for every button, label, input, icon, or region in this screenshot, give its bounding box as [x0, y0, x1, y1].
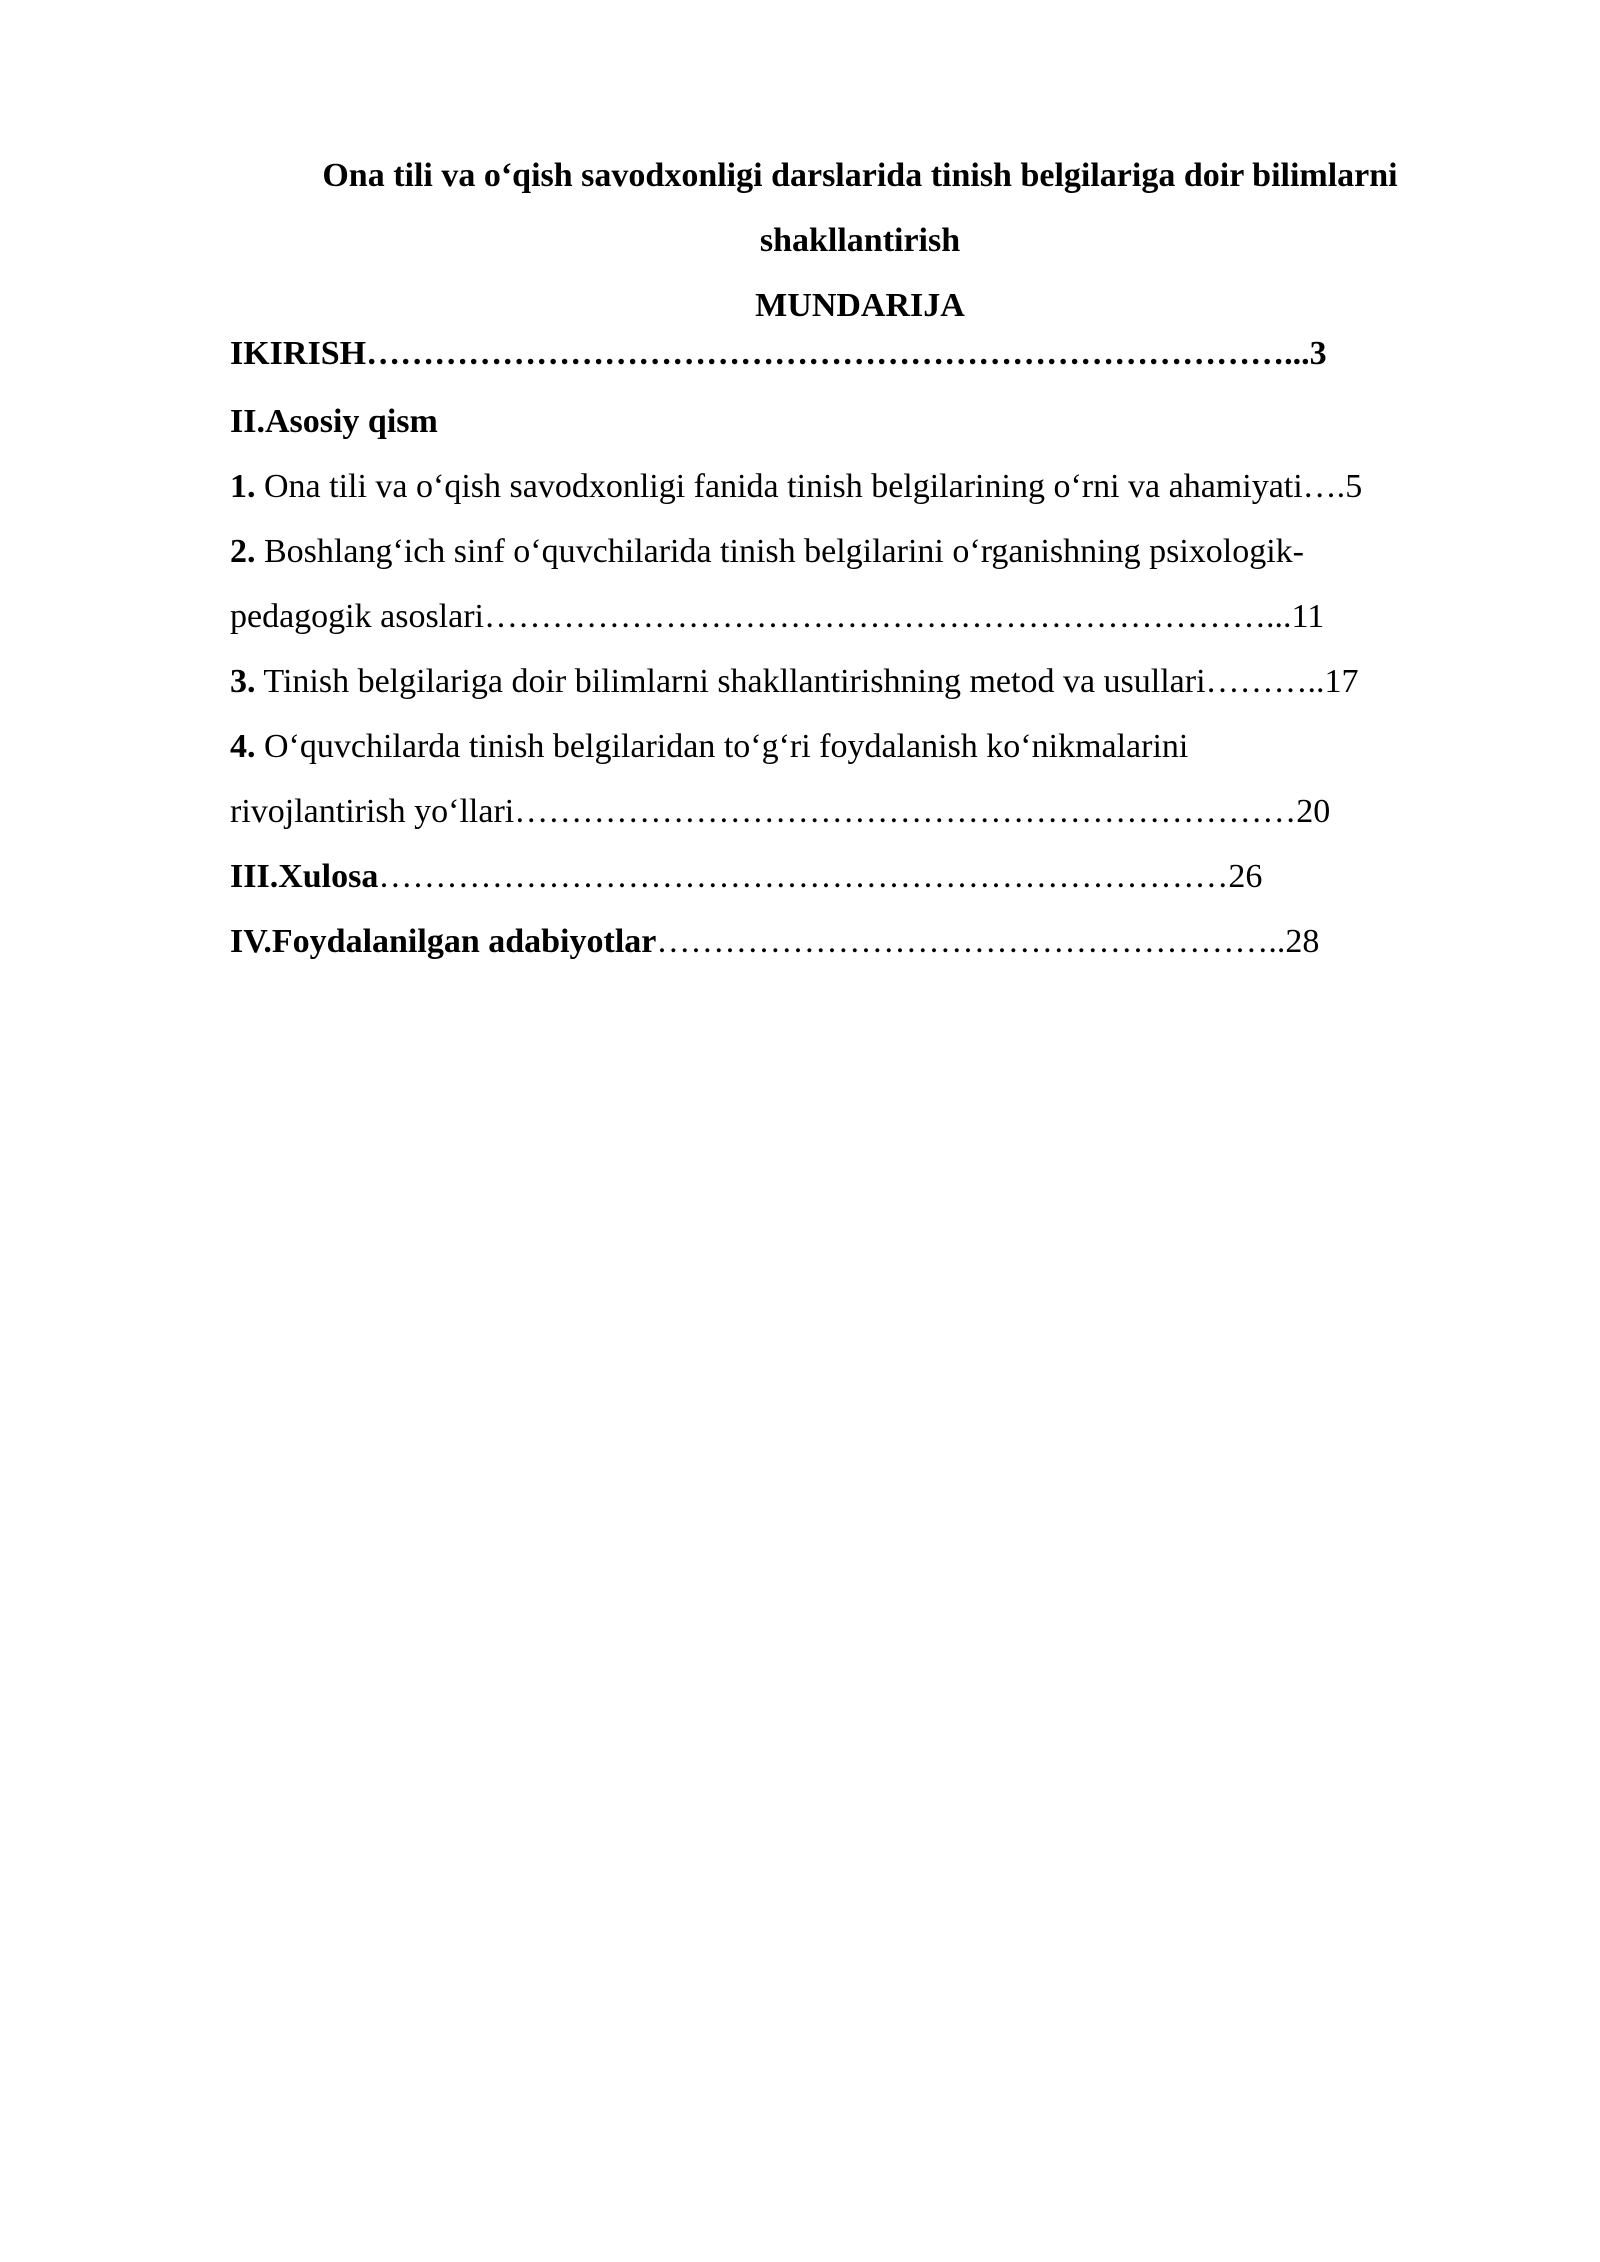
toc-entry-item4-line2 — [230, 786, 1492, 838]
toc-heading: MUNDARIJA — [755, 287, 965, 324]
toc-item2-text-line1: Boshlang‘ich sinf o‘quvchilarida tinish belgilarini o‘rganishning psixologik- — [255, 533, 1305, 570]
toc-item1-number: 1. — [230, 468, 256, 505]
toc-entry-item2-line1 — [230, 526, 1492, 578]
toc-references-leader: ……………………………………………….. — [656, 923, 1286, 960]
document-title-line2: shakllantirish — [759, 222, 961, 259]
toc-item2-page: 11 — [1291, 598, 1325, 635]
toc-entry-item2-line2 — [230, 591, 1492, 643]
toc-main-part-label: II.Asosiy qism — [230, 403, 438, 440]
toc-item4-page: 20 — [1296, 793, 1331, 830]
toc-item4-number: 4. — [230, 728, 256, 765]
toc-intro-page: 3 — [1309, 335, 1327, 372]
toc-intro-label: IKIRISH — [230, 335, 367, 372]
toc-item4-text-line1: O‘quvchilarda tinish belgilaridan to‘g‘ri foydalanish ko‘nikmalarini — [255, 728, 1189, 765]
toc-entry-intro — [230, 328, 1492, 380]
toc-references-page: 28 — [1285, 923, 1320, 960]
toc-references-label: IV.Foydalanilgan adabiyotlar — [230, 923, 657, 960]
document-title-line1: Ona tili va o‘qish savodxonligi darslarida tinish belgilariga doir bilimlarni — [322, 157, 1398, 194]
toc-conclusion-leader: ………………………………………………………………… — [378, 858, 1229, 895]
toc-item3-number: 3. — [230, 663, 256, 700]
toc-entry-item1 — [230, 461, 1492, 513]
toc-entry-item3 — [230, 656, 1492, 708]
toc-entry-conclusion — [230, 851, 1492, 903]
toc-item3-page: 17 — [1324, 663, 1359, 700]
toc-item1-text: Ona tili va o‘qish savodxonligi fanida tinish belgilarining o‘rni va ahamiyati…. — [255, 468, 1346, 505]
toc-item4-leader: …………………………………………………………… — [514, 793, 1297, 830]
toc-item4-text-line2: rivojlantirish yo‘llari — [230, 793, 515, 830]
toc-entry-main-part — [230, 396, 1492, 448]
toc-item2-number: 2. — [230, 533, 256, 570]
toc-conclusion-page: 26 — [1228, 858, 1263, 895]
toc-item2-text-line2: pedagogik asoslari — [230, 598, 484, 635]
toc-entry-references — [230, 916, 1492, 968]
toc-conclusion-label: III.Xulosa — [230, 858, 379, 895]
toc-intro-leader: ………………………………………………………………………... — [366, 335, 1310, 372]
toc-item1-page: 5 — [1345, 468, 1363, 505]
toc-entry-item4-line1 — [230, 721, 1492, 773]
toc-item3-text: Tinish belgilariga doir bilimlarni shakllantirishning metod va usullari……….. — [255, 663, 1325, 700]
toc-item2-leader: ……………………………………………………………... — [484, 598, 1292, 635]
